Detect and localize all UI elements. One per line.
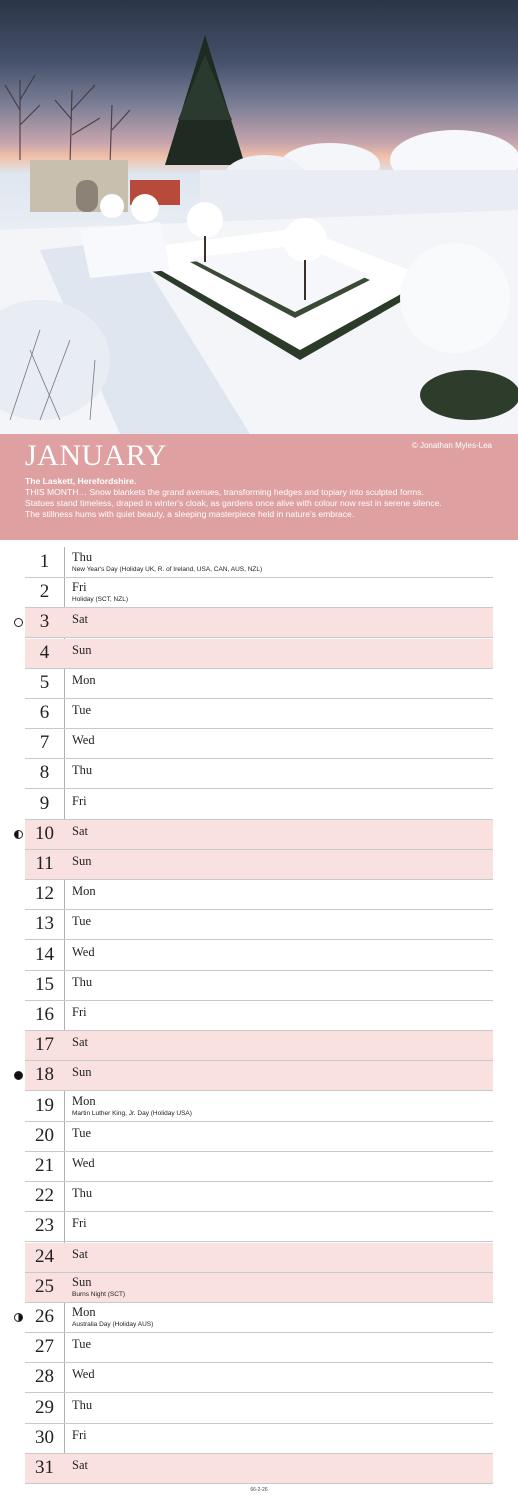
- day-row[interactable]: [25, 1152, 493, 1182]
- weekday-label: Wed: [72, 733, 95, 748]
- full-moon-icon: [14, 618, 23, 627]
- day-number: 2: [39, 581, 50, 603]
- holiday-note: Holiday (SCT, NZL): [72, 596, 128, 604]
- day-row[interactable]: [25, 759, 493, 789]
- day-number: 14: [35, 943, 54, 965]
- photo-credit: © Jonathan Myles-Lea: [411, 441, 492, 450]
- weekday-label: Sun: [72, 1274, 92, 1289]
- weekday-label: Thu: [72, 1186, 93, 1201]
- weekday-label: Thu: [72, 550, 93, 564]
- day-number: 11: [35, 853, 54, 874]
- day-row[interactable]: [25, 910, 493, 940]
- weekday-label: Wed: [72, 1156, 95, 1170]
- weekday-label: Fri: [72, 1427, 87, 1442]
- day-row[interactable]: [25, 1182, 493, 1212]
- day-row[interactable]: [25, 850, 493, 880]
- weekday-label: Mon: [72, 884, 96, 899]
- day-number: 18: [35, 1064, 54, 1086]
- holiday-note: Martin Luther King, Jr. Day (Holiday USA): [72, 1109, 192, 1117]
- day-row[interactable]: [25, 790, 493, 820]
- day-row[interactable]: [25, 1333, 493, 1363]
- weekday-label: Sat: [72, 612, 88, 627]
- description-line: Statues stand timeless, draped in winter's cloak, as gardens once alive with colour now rest in serene silence.: [25, 498, 442, 508]
- weekday-label: Tue: [72, 703, 91, 717]
- weekday-label: Sat: [72, 1035, 88, 1050]
- new-moon-icon: [14, 1071, 23, 1080]
- day-row[interactable]: [25, 669, 493, 699]
- day-row[interactable]: [25, 1122, 493, 1152]
- weekday-label: Sun: [72, 1065, 92, 1080]
- weekday-label: Wed: [72, 944, 95, 959]
- day-row[interactable]: [25, 941, 493, 971]
- day-row[interactable]: [25, 880, 493, 910]
- snow-garden-illustration: [0, 0, 518, 434]
- month-header: [0, 434, 518, 540]
- weekday-label: Mon: [72, 1093, 96, 1108]
- day-number: 8: [39, 762, 50, 784]
- day-number: 26: [35, 1306, 54, 1327]
- day-row[interactable]: [25, 729, 493, 759]
- day-number: 12: [35, 883, 54, 905]
- day-row[interactable]: [25, 1001, 493, 1031]
- day-number: 20: [35, 1124, 54, 1146]
- weekday-label: Mon: [72, 672, 96, 687]
- day-number: 10: [35, 822, 54, 844]
- weekday-label: Sat: [72, 1246, 88, 1261]
- day-row[interactable]: [25, 1243, 493, 1273]
- weekday-label: Tue: [72, 1125, 91, 1140]
- day-number: 15: [35, 973, 54, 995]
- day-row[interactable]: [25, 608, 493, 638]
- day-number: 19: [35, 1094, 54, 1116]
- day-row[interactable]: [25, 1061, 493, 1091]
- day-row[interactable]: [25, 1363, 493, 1393]
- weekday-label: Sat: [72, 823, 88, 838]
- day-number: 4: [39, 641, 50, 663]
- holiday-note: New Year's Day (Holiday UK, R. of Ireland, USA, CAN, AUS, NZL): [72, 566, 263, 573]
- day-row[interactable]: [25, 699, 493, 729]
- day-number: 24: [35, 1245, 54, 1267]
- day-row[interactable]: [25, 1303, 493, 1333]
- day-number: 28: [35, 1366, 54, 1388]
- description-line: The stillness hums with quiet beauty, a sleeping masterpiece held in nature's embrace.: [25, 509, 355, 519]
- day-row[interactable]: [25, 1394, 493, 1424]
- weekday-label: Thu: [72, 974, 93, 989]
- day-row[interactable]: [25, 639, 493, 669]
- day-number: 3: [39, 611, 50, 633]
- day-row[interactable]: [25, 1424, 493, 1454]
- first-moon-icon: [14, 1313, 23, 1322]
- weekday-label: Fri: [72, 1005, 87, 1019]
- description-line: THIS MONTH… Snow blankets the grand avenues, transforming hedges and topiary into sculpted forms.: [25, 487, 424, 497]
- day-number: 17: [35, 1034, 54, 1056]
- day-row[interactable]: [25, 1092, 493, 1122]
- weekday-label: Sun: [72, 642, 92, 657]
- holiday-note: Australia Day (Holiday AUS): [72, 1321, 154, 1328]
- day-number: 27: [35, 1336, 54, 1358]
- day-row[interactable]: [25, 578, 493, 608]
- day-row[interactable]: [25, 548, 493, 578]
- month-description: [25, 476, 495, 520]
- day-number: 1: [39, 551, 50, 572]
- weekday-label: Thu: [72, 1397, 93, 1412]
- weekday-label: Tue: [72, 1337, 91, 1352]
- weekday-label: Fri: [72, 793, 87, 808]
- weekday-label: Fri: [72, 1216, 87, 1231]
- weekday-label: Mon: [72, 1305, 96, 1319]
- day-number: 23: [35, 1215, 54, 1237]
- day-number: 5: [39, 671, 50, 693]
- day-number: 6: [39, 702, 50, 723]
- day-row[interactable]: [25, 1031, 493, 1061]
- weekday-label: Sat: [72, 1458, 88, 1472]
- day-number: 29: [35, 1396, 54, 1418]
- last-moon-icon: [14, 830, 23, 839]
- photo-location: The Laskett, Herefordshire.: [25, 476, 137, 486]
- day-number: 22: [35, 1185, 54, 1207]
- day-number: 31: [35, 1457, 54, 1478]
- day-row[interactable]: [25, 1212, 493, 1242]
- weekday-label: Sun: [72, 854, 92, 868]
- month-title: JANUARY: [25, 439, 167, 472]
- weekday-label: Wed: [72, 1367, 95, 1382]
- day-row[interactable]: [25, 1273, 493, 1303]
- day-row[interactable]: [25, 971, 493, 1001]
- day-number: 25: [35, 1275, 54, 1297]
- day-number: 21: [35, 1155, 54, 1176]
- weekday-label: Thu: [72, 763, 93, 778]
- product-code: 66-2-26: [250, 1487, 268, 1493]
- garden-photo: [0, 0, 518, 434]
- day-number: 9: [39, 792, 50, 814]
- weekday-label: Fri: [72, 580, 87, 595]
- weekday-label: Tue: [72, 914, 91, 929]
- day-row[interactable]: [25, 1454, 493, 1484]
- day-number: 16: [35, 1004, 54, 1025]
- day-number: 7: [39, 732, 50, 754]
- day-row[interactable]: [25, 820, 493, 850]
- day-number: 30: [35, 1426, 54, 1448]
- holiday-note: Burns Night (SCT): [72, 1290, 126, 1298]
- day-number: 13: [35, 913, 54, 935]
